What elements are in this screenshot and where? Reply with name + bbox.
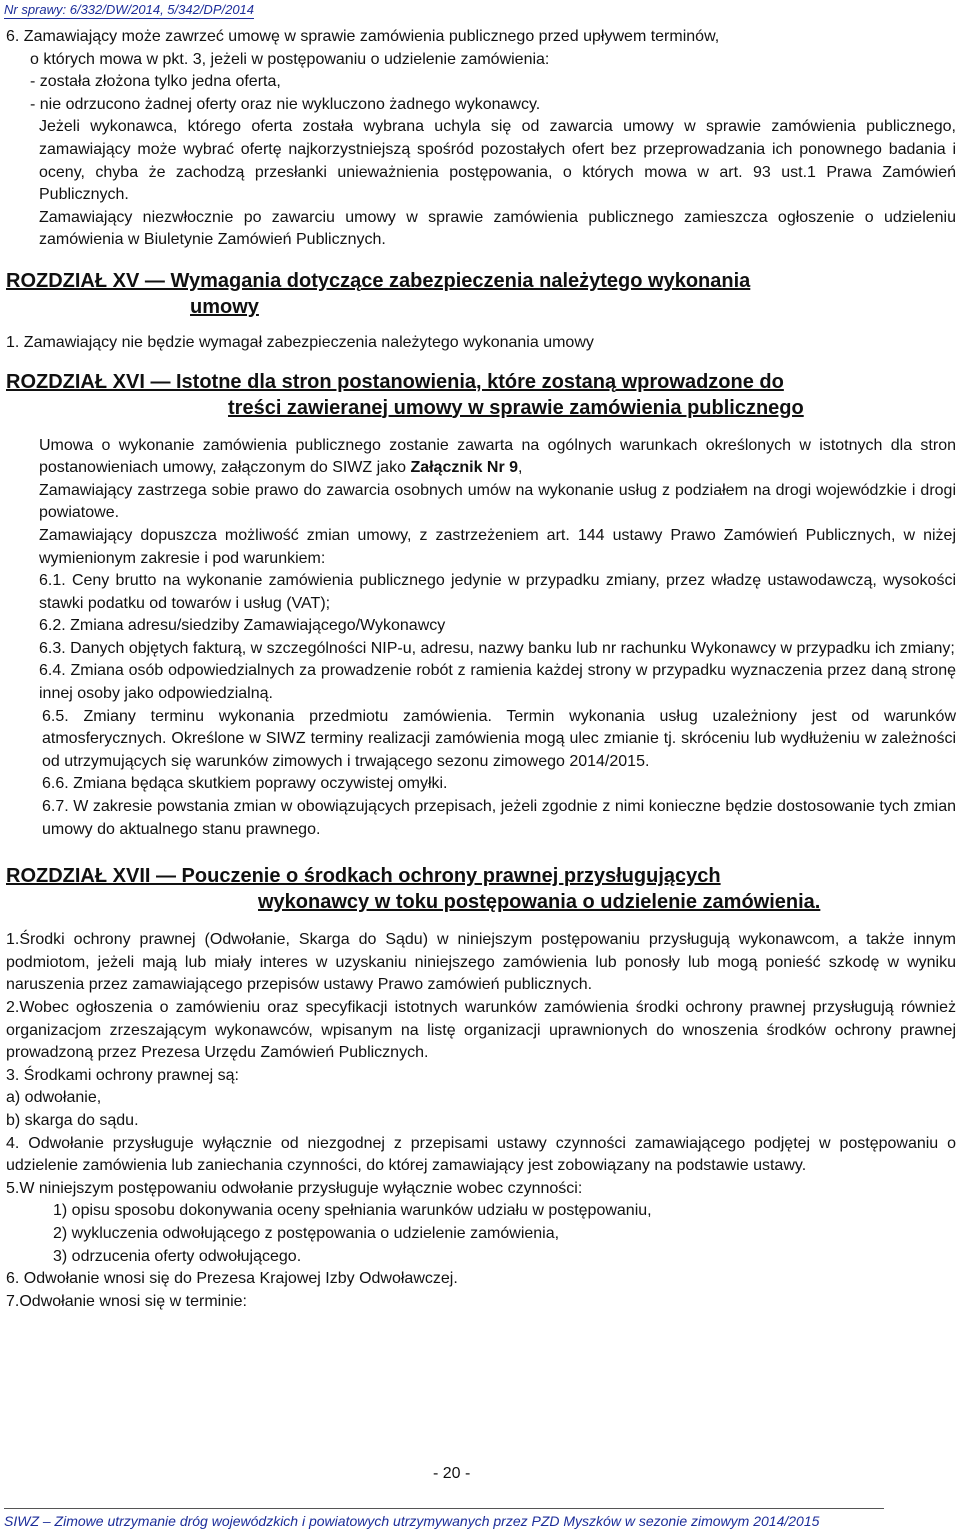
chapter-xvi-p3-number — [6, 525, 39, 548]
footer-divider — [4, 1508, 884, 1509]
chapter-xvii-paragraph-1: 1.Środki ochrony prawnej (Odwołanie, Skarga do Sądu) w niniejszym postępowaniu przysługują wykonawcom, a także innym podmiotom, jeżeli mają lub miały interes w uzyskaniu niniejszego zamówienia lub ponosły lub mogą ponieść szkodę w wyniku naruszenia przez zamawiającego przepisów ustawy Prawo zamówień publicznych. — [6, 931, 956, 994]
chapter-xvi-p1-text: Umowa o wykonanie zamówienia publicznego zostanie zawarta na ogólnych warunkach określonych w istotnych dla stron postanowieniach umowy, załączonym do SIWZ jako — [39, 436, 956, 477]
page-number: - 20 - — [433, 1465, 471, 1482]
document-body — [6, 26, 956, 1313]
paragraph-6-item-a: - została złożona tylko jedna oferta, — [30, 73, 281, 91]
change-item-6-2: 6.2. Zmiana adresu/siedziby Zamawiającego/Wykonawcy — [39, 617, 446, 635]
chapter-xvii-paragraph-6: 6. Odwołanie wnosi się do Prezesa Krajowej Izby Odwoławczej. — [6, 1270, 458, 1288]
change-item-6-5: 6.5. Zmiany terminu wykonania przedmiotu zamówienia. Termin wykonania usług uzależniony jest od warunków atmosferycznych. Określone w SIWZ terminy realizacji zamówienia mogą ulec zmianie tj. skróceniu lub wydłużeniu w zależności od utrzymujących się warunków zimowych i trwającego sezonu zimowego 2014/2015. — [42, 707, 956, 770]
chapter-xv-heading-line2: umowy — [190, 295, 259, 318]
chapter-xvi-heading-line2: treści zawieranej umowy w sprawie zamówienia publicznego — [228, 396, 804, 419]
chapter-xvii-paragraph-2: 2.Wobec ogłoszenia o zamówieniu oraz specyfikacji istotnych warunków zamówienia środki ochrony prawnej przysługują również organizacjom zrzeszającym wykonawców, wpisanym na listę organizacji uprawnionych do wnoszenia środków ochrony prawnej prowadzoną przez Prezesa Urzędu Zamówień Publicznych. — [6, 999, 956, 1062]
change-item-6-7: 6.7. W zakresie powstania zmian w obowiązujących przepisach, jeżeli zgodnie z nimi konieczne będzie dostosowanie tych zmian umowy do aktualnego stanu prawnego. — [42, 798, 956, 838]
paragraph-7-number — [6, 116, 39, 139]
paragraph-7-text: Jeżeli wykonawca, którego oferta została wybrana uchyla się od zawarcia umowy w sprawie zamówienia publicznego, zamawiający może wybrać ofertę najkorzystniejszą spośród pozostałych ofert bez przeprowadzania ich ponownego badania i oceny, chyba że zachodzą przesłanki unieważnienia postępowania, o których mowa w art. 93 ust.1 Prawa Zamówień Publicznych. — [39, 118, 956, 204]
paragraph-7 — [6, 116, 956, 206]
chapter-xvi-paragraph-1 — [6, 435, 956, 480]
case-number-header: Nr sprawy: 6/332/DW/2014, 5/342/DP/2014 — [4, 2, 255, 17]
change-item-6-1: 6.1. Ceny brutto na wykonanie zamówienia publicznego jedynie w przypadku zmiany, przez władzę ustawodawczą, wysokości stawki podatku od towarów i usług (VAT); — [39, 572, 956, 612]
paragraph-8-text: Zamawiający niezwłocznie po zawarciu umowy w sprawie zamówienia publicznego zamieszcza ogłoszenie o udzieleniu zamówienia w Biuletynie Zamówień Publicznych. — [39, 208, 956, 249]
paragraph-8 — [6, 207, 956, 252]
chapter-xvi-heading-line1: ROZDZIAŁ XVI — Istotne dla stron postanowienia, które zostaną wprowadzone do — [6, 370, 784, 393]
paragraph-6-item-b: - nie odrzucono żadnej oferty oraz nie wykluczono żadnego wykonawcy. — [30, 95, 541, 113]
paragraph-6: 6. Zamawiający może zawrzeć umowę w sprawie zamówienia publicznego przed upływem terminów, — [6, 28, 720, 45]
change-item-6-3: 6.3. Danych objętych fakturą, w szczególności NIP-u, adresu, nazwy banku lub nr rachunku Wykonawcy w przypadku ich zmiany; — [39, 639, 955, 657]
chapter-xv-heading — [6, 268, 956, 320]
chapter-xvi-p1-number — [6, 435, 39, 458]
chapter-xvii-heading — [6, 863, 956, 915]
change-item-6-6: 6.6. Zmiana będąca skutkiem poprawy oczywistej omyłki. — [42, 775, 448, 793]
chapter-xvii-paragraph-5: 5.W niniejszym postępowaniu odwołanie przysługuje wyłącznie wobec czynności: — [6, 1179, 583, 1197]
chapter-xvi-heading — [6, 369, 956, 421]
paragraph-8-number — [6, 207, 39, 230]
legal-remedy-item-b: b) skarga do sądu. — [6, 1111, 139, 1129]
chapter-xvi-p2-text: Zamawiający zastrzega sobie prawo do zawarcia osobnych umów na wykonanie usług z podziałem na drogi wojewódzkie i drogi powiatowe. — [39, 481, 956, 522]
chapter-xvi-paragraph-3 — [6, 525, 956, 570]
chapter-xvii-heading-line2: wykonawcy w toku postępowania o udzielenie zamówienia. — [258, 891, 821, 914]
chapter-xvii-heading-line1: ROZDZIAŁ XVII — Pouczenie o środkach ochrony prawnej przysługujących — [6, 865, 721, 888]
chapter-xvii-paragraph-4: 4. Odwołanie przysługuje wyłącznie od niezgodnej z przepisami ustawy czynności zamawiającego podjętej w postępowaniu o udzielenie zamówienia lub zaniechania czynności, do której zamawiający jest zobowiązany na podstawie ustawy. — [6, 1134, 956, 1175]
chapter-xvi-paragraph-2 — [6, 480, 956, 525]
change-item-6-4: 6.4. Zmiana osób odpowiedzialnych za prowadzenie robót z ramienia każdej strony w przypadku wyznaczenia przez daną stronę innej osoby jako odpowiedzialną. — [39, 662, 956, 703]
appeal-scope-item-1: 1) opisu sposobu dokonywania oceny spełniania warunków udziału w postępowaniu, — [53, 1202, 652, 1220]
legal-remedy-item-a: a) odwołanie, — [6, 1089, 102, 1107]
appeal-scope-item-3: 3) odrzucenia oferty odwołującego. — [53, 1247, 302, 1265]
chapter-xv-paragraph-1: 1. Zamawiający nie będzie wymagał zabezpieczenia należytego wykonania umowy — [6, 333, 594, 351]
chapter-xvii-paragraph-3: 3. Środkami ochrony prawnej są: — [6, 1066, 239, 1084]
chapter-xvi-p3-text: Zamawiający dopuszcza możliwość zmian umowy, z zastrzeżeniem art. 144 ustawy Prawo Zamówień Publicznych, w niżej wymienionym zakresie i pod warunkiem: — [39, 526, 956, 567]
footer-text: SIWZ – Zimowe utrzymanie dróg wojewódzkich i powiatowych utrzymywanych przez PZD Myszków w sezonie zimowym 2014/2015 — [4, 1513, 820, 1529]
chapter-xvi-p2-number — [6, 480, 39, 503]
chapter-xv-heading-line1: ROZDZIAŁ XV — Wymagania dotyczące zabezpieczenia należytego wykonania — [6, 269, 751, 292]
paragraph-6-cont: o których mowa w pkt. 3, jeżeli w postępowaniu o udzielenie zamówienia: — [30, 50, 550, 68]
attachment-9-reference: Załącznik Nr 9 — [410, 459, 519, 477]
appeal-scope-item-2: 2) wykluczenia odwołującego z postępowania o udzielenie zamówienia, — [53, 1224, 560, 1242]
chapter-xvii-paragraph-7: 7.Odwołanie wnosi się w terminie: — [6, 1292, 247, 1310]
chapter-xvi-p1-tail: , — [518, 459, 523, 477]
